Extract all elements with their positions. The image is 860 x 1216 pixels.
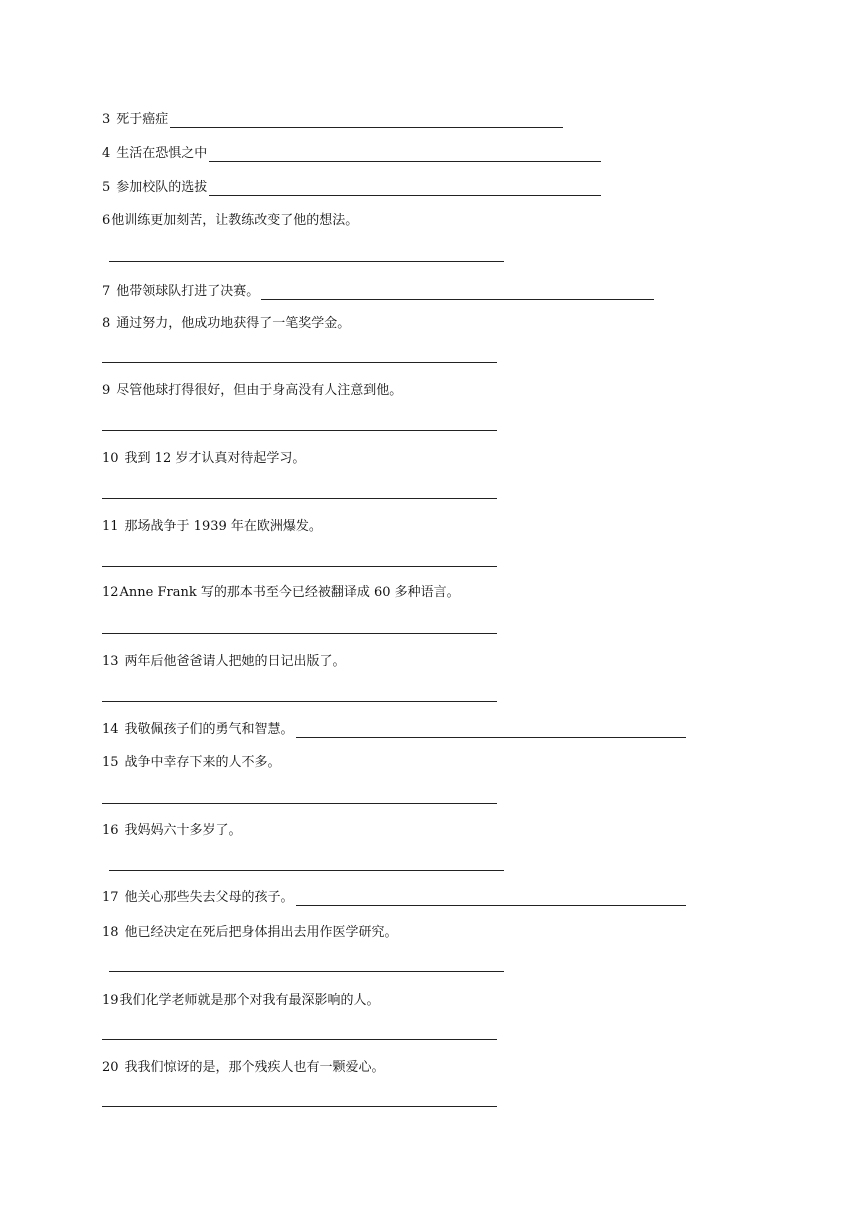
question-number: 6 xyxy=(102,213,111,228)
question-number: 17 xyxy=(102,890,119,905)
question-number: 5 xyxy=(102,180,111,195)
question-text: 我到 12 岁才认真对待起学习。 xyxy=(124,451,306,466)
question-number: 8 xyxy=(102,316,111,331)
question-text: 他关心那些失去父母的孩子。 xyxy=(124,890,294,905)
answer-blank[interactable] xyxy=(296,893,686,906)
question-number: 19 xyxy=(102,993,119,1008)
question-text: 我们化学老师就是那个对我有最深影响的人。 xyxy=(119,993,380,1008)
answer-blank[interactable] xyxy=(109,971,504,972)
question-6 xyxy=(102,213,358,229)
answer-blank[interactable] xyxy=(109,261,504,262)
question-4 xyxy=(102,146,601,162)
question-text: 我我们惊讶的是，那个残疾人也有一颗爱心。 xyxy=(124,1060,385,1075)
answer-blank[interactable] xyxy=(261,287,654,300)
question-text: 战争中幸存下来的人不多。 xyxy=(124,755,281,770)
question-5 xyxy=(102,180,601,196)
question-text: 他已经决定在死后把身体捐出去用作医学研究。 xyxy=(124,925,398,940)
question-text: 我敬佩孩子们的勇气和智慧。 xyxy=(124,722,294,737)
answer-blank[interactable] xyxy=(102,633,497,634)
question-16 xyxy=(102,823,242,839)
question-7 xyxy=(102,284,654,300)
answer-blank[interactable] xyxy=(102,701,497,702)
question-12 xyxy=(102,585,460,601)
question-text: 我妈妈六十多岁了。 xyxy=(124,823,242,838)
question-number: 13 xyxy=(102,654,119,669)
question-number: 18 xyxy=(102,925,119,940)
question-number: 15 xyxy=(102,755,119,770)
answer-blank[interactable] xyxy=(209,183,601,196)
question-20 xyxy=(102,1060,385,1076)
question-text: 两年后他爸爸请人把她的日记出版了。 xyxy=(124,654,346,669)
question-text: 参加校队的选拔 xyxy=(116,180,208,195)
question-text: 生活在恐惧之中 xyxy=(116,146,208,161)
question-number: 16 xyxy=(102,823,119,838)
question-9 xyxy=(102,383,402,399)
question-number: 4 xyxy=(102,146,111,161)
question-13 xyxy=(102,654,346,670)
answer-blank[interactable] xyxy=(102,1106,497,1107)
answer-blank[interactable] xyxy=(102,430,497,431)
question-18 xyxy=(102,925,398,941)
question-number: 12 xyxy=(102,585,119,600)
question-text: 那场战争于 1939 年在欧洲爆发。 xyxy=(124,519,322,534)
question-number: 11 xyxy=(102,519,119,534)
answer-blank[interactable] xyxy=(109,870,504,871)
answer-blank[interactable] xyxy=(102,498,497,499)
answer-blank[interactable] xyxy=(296,725,686,738)
question-17 xyxy=(102,890,686,906)
question-text: 他带领球队打进了决赛。 xyxy=(116,284,260,299)
question-text: 他训练更加刻苦，让教练改变了他的想法。 xyxy=(111,213,359,228)
question-3 xyxy=(102,112,563,128)
question-number: 14 xyxy=(102,722,119,737)
question-number: 3 xyxy=(102,112,111,127)
question-8 xyxy=(102,316,350,332)
answer-blank[interactable] xyxy=(170,115,563,128)
question-11 xyxy=(102,519,322,535)
question-text: 通过努力，他成功地获得了一笔奖学金。 xyxy=(116,316,351,331)
question-19 xyxy=(102,993,380,1009)
answer-blank[interactable] xyxy=(102,1039,497,1040)
question-number: 7 xyxy=(102,284,111,299)
question-10 xyxy=(102,451,305,467)
question-15 xyxy=(102,755,281,771)
question-text: 尽管他球打得很好，但由于身高没有人注意到他。 xyxy=(116,383,403,398)
answer-blank[interactable] xyxy=(209,149,601,162)
answer-blank[interactable] xyxy=(102,566,497,567)
question-text: 死于癌症 xyxy=(116,112,169,127)
question-number: 9 xyxy=(102,383,111,398)
answer-blank[interactable] xyxy=(102,803,497,804)
answer-blank[interactable] xyxy=(102,362,497,363)
question-number: 10 xyxy=(102,451,119,466)
question-number: 20 xyxy=(102,1060,119,1075)
question-text: Anne Frank 写的那本书至今已经被翻译成 60 多种语言。 xyxy=(119,585,460,600)
question-14 xyxy=(102,722,686,738)
